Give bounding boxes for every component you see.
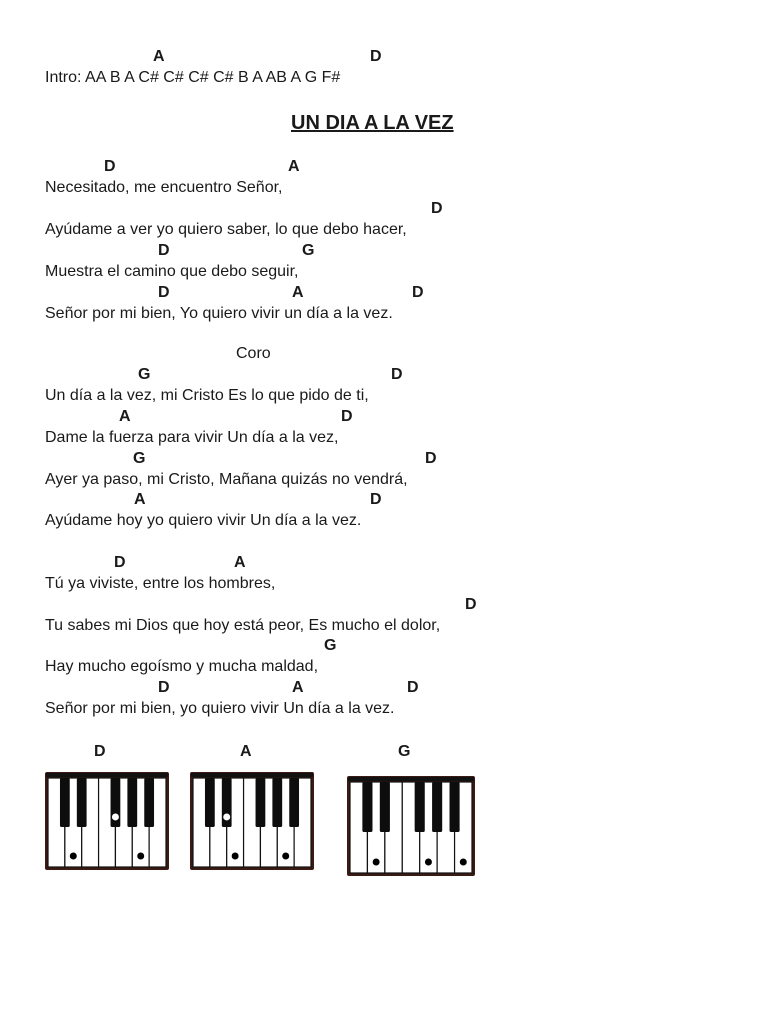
keyboard-top-bar — [348, 777, 474, 781]
black-key — [415, 782, 425, 832]
chord: G — [133, 450, 146, 467]
chord: A — [292, 679, 304, 696]
lyric-line: Hay mucho egoísmo y mucha maldad, — [45, 658, 319, 675]
chorus-label: Coro — [236, 345, 271, 362]
black-key — [380, 782, 390, 832]
chord: D — [465, 596, 477, 613]
lyric-line: Ayúdame hoy yo quiero vivir Un día a la vez. — [45, 512, 362, 529]
lyric-line: Necesitado, me encuentro Señor, — [45, 179, 283, 196]
chord: D — [391, 366, 403, 383]
lyric-line: Dame la fuerza para vivir Un día a la vez, — [45, 429, 339, 446]
lyric-line: Tu sabes mi Dios que hoy está peor, Es mucho el dolor, — [45, 617, 441, 634]
note-dot — [373, 859, 380, 866]
chord: A — [134, 491, 146, 508]
black-key — [272, 778, 282, 827]
note-dot — [70, 853, 77, 860]
note-dot — [137, 853, 144, 860]
intro-chord-a: A — [153, 48, 165, 65]
chord: G — [302, 242, 315, 259]
song-title: UN DIA A LA VEZ — [291, 112, 454, 134]
black-key — [362, 782, 372, 832]
note-dot — [425, 859, 432, 866]
note-dot — [460, 859, 467, 866]
chord: D — [412, 284, 424, 301]
chord: G — [138, 366, 151, 383]
lyric-line: Señor por mi bien, yo quiero vivir Un día a la vez. — [45, 700, 395, 717]
note-dot — [282, 853, 289, 860]
chord: D — [104, 158, 116, 175]
black-key — [256, 778, 266, 827]
chord: A — [119, 408, 131, 425]
black-key — [432, 782, 442, 832]
diagram-label-a: A — [240, 743, 252, 760]
chord: G — [324, 637, 337, 654]
black-key — [450, 782, 460, 832]
keyboard-top-bar — [46, 773, 168, 777]
black-key — [289, 778, 299, 827]
lyric-line: Ayúdame a ver yo quiero saber, lo que debo hacer, — [45, 221, 407, 238]
keyboard-diagram-a — [190, 772, 314, 870]
lyric-line: Un día a la vez, mi Cristo Es lo que pido de ti, — [45, 387, 369, 404]
chord: A — [292, 284, 304, 301]
note-dot — [112, 813, 119, 820]
black-key — [127, 778, 137, 827]
note-dot — [223, 813, 230, 820]
chord: D — [158, 242, 170, 259]
keyboard-top-bar — [191, 773, 313, 777]
chord: D — [158, 284, 170, 301]
chord: D — [158, 679, 170, 696]
lyric-line: Tú ya viviste, entre los hombres, — [45, 575, 276, 592]
intro-chord-d: D — [370, 48, 382, 65]
chord: D — [425, 450, 437, 467]
keyboard-diagram-d — [45, 772, 169, 870]
diagram-label-d: D — [94, 743, 106, 760]
chord: D — [431, 200, 443, 217]
diagram-label-g: G — [398, 743, 411, 760]
chord: D — [370, 491, 382, 508]
intro-line: Intro: AA B A C# C# C# C# B A AB A G F# — [45, 69, 341, 86]
black-key — [205, 778, 215, 827]
chord: A — [234, 554, 246, 571]
lyric-line: Señor por mi bien, Yo quiero vivir un día a la vez. — [45, 305, 393, 322]
black-key — [77, 778, 87, 827]
chord: D — [341, 408, 353, 425]
keyboard-diagram-g — [347, 776, 475, 876]
lyric-line: Ayer ya paso, mi Cristo, Mañana quizás no vendrá, — [45, 471, 408, 488]
chord: A — [288, 158, 300, 175]
lyric-line: Muestra el camino que debo seguir, — [45, 263, 299, 280]
chord: D — [114, 554, 126, 571]
black-key — [60, 778, 70, 827]
chord: D — [407, 679, 419, 696]
black-key — [144, 778, 154, 827]
note-dot — [232, 853, 239, 860]
